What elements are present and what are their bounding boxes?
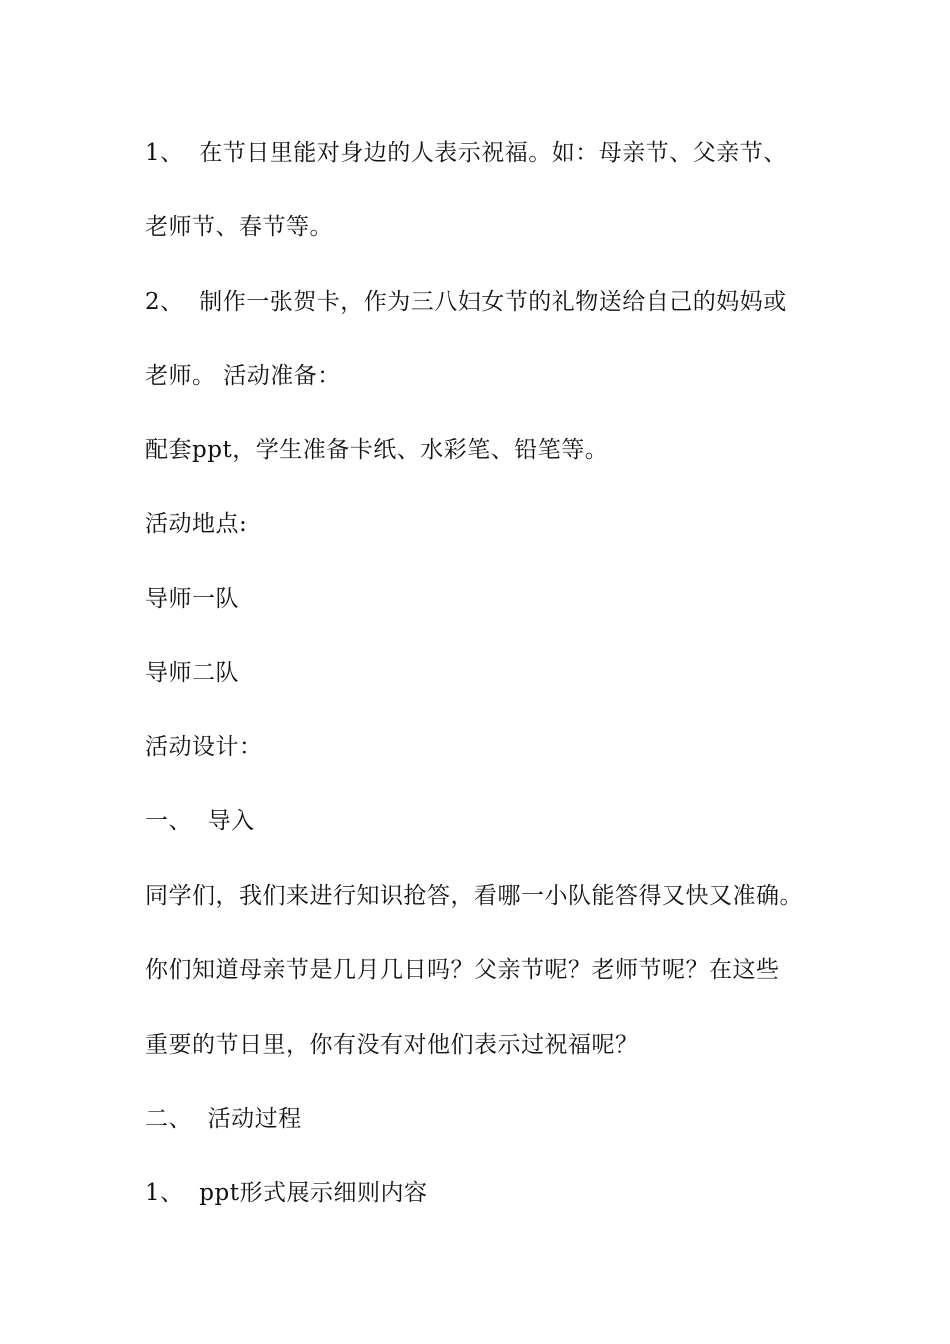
text-line: 导师二队 xyxy=(145,660,239,686)
text-line: 导师一队 xyxy=(145,586,239,612)
text-line: 1、 在节日里能对身边的人表示祝福。如：母亲节、父亲节、 xyxy=(145,140,787,166)
section-heading: 二、 活动过程 xyxy=(145,1106,302,1132)
text-line: 1、 ppt形式展示细则内容 xyxy=(145,1180,428,1206)
text-line: 你们知道母亲节是几月几日吗？父亲节呢？老师节呢？在这些 xyxy=(145,957,780,983)
text-line: 重要的节日里，你有没有对他们表示过祝福呢？ xyxy=(145,1032,639,1058)
text-line: 配套ppt，学生准备卡纸、水彩笔、铅笔等。 xyxy=(145,437,609,463)
text-line: 老师。 活动准备： xyxy=(145,363,341,389)
text-line: 老师节、春节等。 xyxy=(145,214,333,240)
text-line: 2、 制作一张贺卡，作为三八妇女节的礼物送给自己的妈妈或 xyxy=(145,289,787,315)
text-line: 活动地点: xyxy=(145,511,248,537)
text-line: 同学们，我们来进行知识抢答，看哪一小队能答得又快又准确。 xyxy=(145,883,803,909)
text-line: 活动设计： xyxy=(145,734,263,760)
section-heading: 一、 导入 xyxy=(145,808,255,834)
